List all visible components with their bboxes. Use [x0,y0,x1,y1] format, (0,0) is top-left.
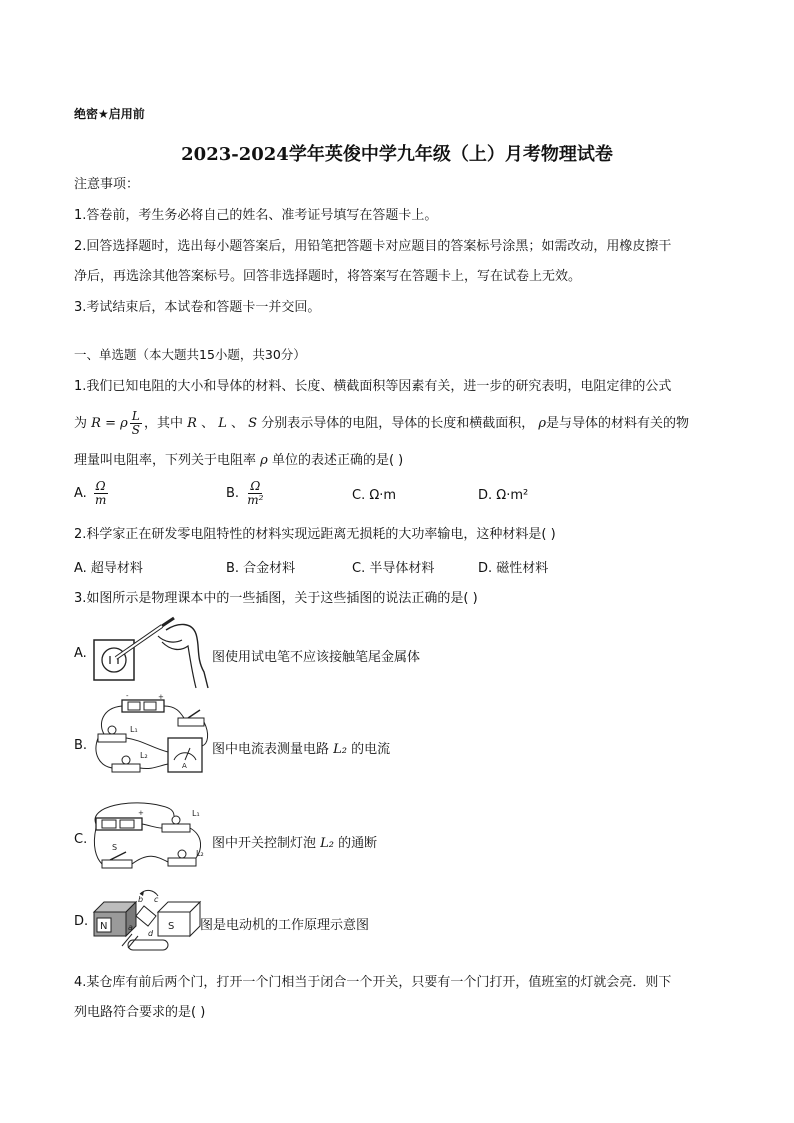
option-caption [212,832,377,851]
symbol-rho: ρ [260,453,268,468]
q4-text: 列电路符合要求的是( ) [74,1005,206,1020]
point-c-label: c [154,895,159,904]
q2-option-d[interactable]: D. 磁性材料 [478,561,549,576]
notice-item: 1.答卷前，考生务必将自己的姓名、准考证号填写在答题卡上。 [74,208,438,223]
option-caption: 图使用试电笔不应该接触笔尾金属体 [212,650,421,665]
q1-text: 1.我们已知电阻的大小和导体的材料、长度、横截面积等因素有关，进一步的研究表明，电阻定律的公式 [74,379,672,394]
q3-option-c[interactable] [74,796,714,882]
notice-item: 2.回答选择题时，选出每小题答案后，用铅笔把答题卡对应题目的答案标号涂黑；如需改动，用橡皮擦干 [74,239,672,254]
q3-text: 3.如图所示是物理课本中的一些插图，关于这些插图的说法正确的是( ) [74,591,478,606]
caption-part: 图中开关控制灯泡 [212,836,317,851]
switch-circuit-figure [92,796,212,882]
q2-options [74,557,714,575]
caption-part: 的通断 [338,836,378,851]
notice-item: 净后，再选涂其他答案标号。回答非选择题时，将答案写在答题卡上，写在试卷上无效。 [74,269,582,284]
svg-text:+: + [138,809,144,817]
q2-text: 2.科学家正在研发零电阻特性的材料实现远距离无损耗的大功率输电，这种材料是( ) [74,527,556,542]
l2-label: L₂ [196,849,204,858]
caption-part: 图中电流表测量电路 [212,742,330,757]
ammeter-circuit-figure [92,694,212,780]
symbol-l: L [218,416,227,431]
option-fraction [93,480,108,507]
point-a-label: a [128,923,133,932]
q3-option-d[interactable] [74,886,714,952]
point-b-label: b [138,895,144,904]
switch-s-label: S [112,843,118,852]
option-caption [212,738,390,757]
l2-label: L₂ [140,751,148,760]
magnet-n-label: N [100,921,108,932]
formula-den: S [131,423,140,437]
q1-text-part: 是与导体的材料有关的物 [546,416,690,431]
q2-option-c[interactable]: C. 半导体材料 [352,561,435,576]
caption-part: 的电流 [351,742,391,757]
option-label: A. [74,486,87,501]
option-label: C. [74,832,88,847]
frac-den: m [94,493,107,507]
formula-num: L [131,409,140,423]
formula-lhs: R = ρ [91,416,128,431]
q1-text-part: 单位的表述正确的是( ) [271,453,404,468]
q4-text: 4.某仓库有前后两个门，打开一个门相当于闭合一个开关，只要有一个门打开，值班室的灯就会亮．则下 [74,975,672,990]
l1-label: L₁ [130,725,138,734]
q1-text-line2 [74,410,689,437]
page-title: 2023-2024学年英俊中学九年级（上）月考物理试卷 [181,144,613,165]
motor-figure [92,886,202,952]
ammeter-a-label: A [182,762,187,770]
point-d-label: d [148,929,154,938]
svg-text:-: - [126,694,129,700]
option-label: B. [226,486,240,501]
q1-text-part: 为 [74,416,88,431]
symbol-l2: L₂ [333,742,348,757]
q1-option-a[interactable] [74,480,110,507]
q1-text-part: 理量叫电阻率，下列关于电阻率 [74,453,257,468]
q1-option-c[interactable]: C. Ω·m [352,488,397,503]
symbol-l2: L₂ [320,836,335,851]
svg-text:+: + [158,694,164,701]
separator: 、 [201,416,215,431]
separator: 、 [231,416,245,431]
q1-option-b[interactable] [226,480,267,507]
option-fraction [245,480,265,507]
q1-option-d[interactable]: D. Ω·m² [478,488,529,503]
frac-num: Ω [95,479,106,493]
test-pen-figure [92,612,212,692]
q2-option-b[interactable]: B. 合金材料 [226,561,296,576]
frac-num: Ω [250,479,261,493]
notice-heading: 注意事项： [74,177,140,192]
symbol-rho: ρ [538,416,547,431]
q3-option-a[interactable] [74,612,714,692]
q2-option-a[interactable]: A. 超导材料 [74,561,143,576]
l1-label: L₁ [192,809,200,818]
q3-option-b[interactable] [74,694,714,780]
symbol-s: S [248,416,258,431]
option-label: B. [74,738,88,753]
symbol-r: R [187,416,197,431]
section-heading: 一、单选题（本大题共15小题，共30分） [74,347,306,362]
q1-options [74,478,714,512]
option-label: A. [74,646,87,661]
formula-fraction [130,410,142,437]
q1-text-part: ，其中 [143,416,183,431]
magnet-s-label: S [168,921,175,932]
notice-item: 3.考试结束后，本试卷和答题卡一并交回。 [74,300,321,315]
secret-label: 绝密★启用前 [74,107,145,121]
frac-den: m² [247,493,264,507]
option-label: D. [74,914,89,929]
q1-text-line3 [74,452,403,470]
q1-text-part: 分别表示导体的电阻，导体的长度和横截面积， [261,416,535,431]
option-caption: 图是电动机的工作原理示意图 [200,918,370,933]
